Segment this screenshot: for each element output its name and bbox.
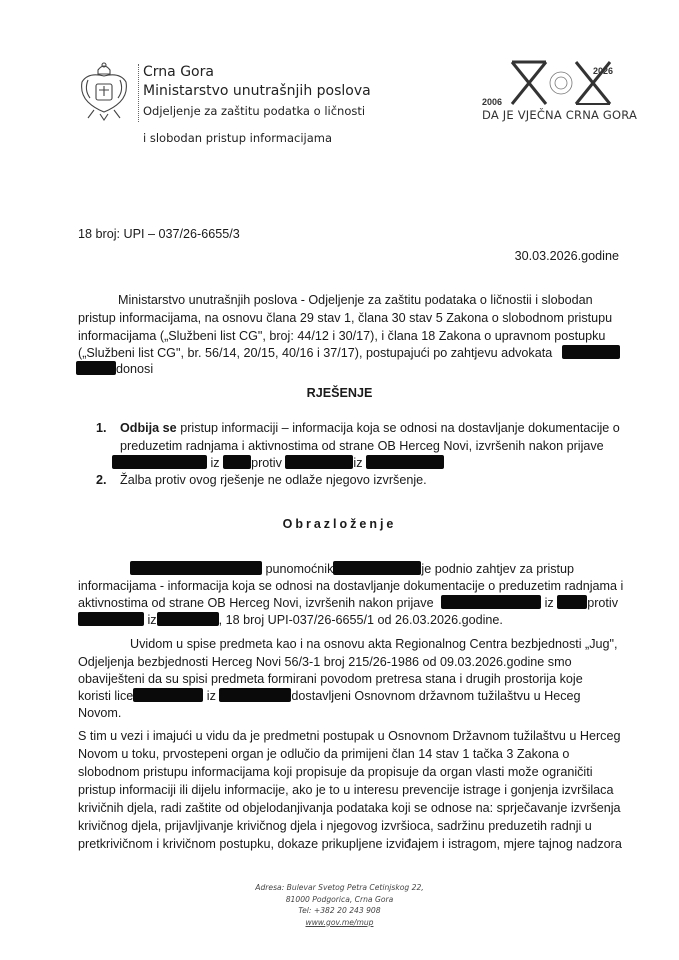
- reasoning-p1-line-3: [78, 595, 618, 613]
- iz-label: iz: [210, 456, 220, 470]
- jubilee-slogan: DA JE VJEČNA CRNA GORA: [482, 108, 638, 122]
- reasoning-p3-line-3: slobodnom pristupu informacijama koji propisuje da propisuje da organ vlasti može ograničiti: [78, 765, 593, 779]
- department-line-1: Odjeljenje za zaštitu podatka o ličnosti: [143, 104, 366, 118]
- redacted-name: [130, 561, 262, 575]
- jubilee-year-end: 2026: [593, 66, 614, 76]
- document-date: 30.03.2026.godine: [514, 249, 619, 263]
- intro-line-3: informacijama („Službeni list CG", broj: 44/12 i 30/17), i člana 18 Zakona o upravnom postupku: [78, 329, 606, 343]
- footer-city: 81000 Podgorica, Crna Gora: [285, 894, 394, 904]
- department-line-2: i slobodan pristup informacijama: [143, 131, 333, 145]
- ministry-name: Ministarstvo unutrašnjih poslova: [143, 83, 371, 99]
- decision-item-1: [96, 420, 620, 438]
- reasoning-p1-line-2: informacijama - informacija koja se odnosi na dostavljanje dokumentacije o preduzetim radnjama i: [78, 579, 624, 593]
- footer-phone: Tel: +382 20 243 908: [298, 906, 381, 915]
- decision-title: RJEŠENJE: [306, 386, 373, 400]
- decision-item-1-line-3: [112, 455, 444, 473]
- redacted-name: [562, 345, 620, 359]
- redacted-name: [112, 455, 207, 469]
- footer-website-link[interactable]: www.gov.me/mup: [305, 917, 374, 927]
- intro-line-4: [78, 345, 620, 363]
- redacted-name: [133, 688, 203, 702]
- reasoning-p3-line-7: pretkrivičnom i krivičnom postupku, dokaze prikupljene izviđajem i istragom, mjere tajnog nadzora: [78, 837, 622, 851]
- iz-label: iz: [353, 456, 363, 470]
- redacted-name: [76, 361, 116, 375]
- reference-number: 18 broj: UPI – 037/26-6655/3: [78, 227, 240, 241]
- p1-line1-end: je podnio zahtjev za pristup: [421, 562, 575, 576]
- iz-label: iz: [544, 596, 554, 610]
- reasoning-p3-line-4: pristup informaciji ili dijelu informacije, ako je to u interesu prevencije istrage i gonjenja izvršilaca: [78, 783, 614, 797]
- reasoning-p2-line-4: [78, 688, 581, 706]
- item-bold-lead: Odbija se: [120, 421, 177, 435]
- protiv-label: protiv: [587, 596, 618, 610]
- intro-line-5: [76, 361, 153, 379]
- punomocnik-label: punomoćnik: [265, 562, 334, 576]
- item-text: Žalba protiv ovog rješenje ne odlaže njegovo izvršenje.: [120, 473, 427, 487]
- reasoning-title: Obrazloženje: [282, 517, 397, 531]
- redacted-place: [223, 455, 251, 469]
- country-name: Crna Gora: [143, 64, 214, 80]
- redacted-name: [78, 612, 144, 626]
- iz-label: iz: [206, 689, 216, 703]
- reasoning-p2-line-1: Uvidom u spise predmeta kao i na osnovu akta Regionalnog Centra bezbjednosti „Jug",: [130, 637, 618, 651]
- p2-line4-end: dostavljeni Osnovnom državnom tužilaštvu u Heceg: [291, 689, 581, 703]
- reasoning-p3-line-6: krivičnog djela, prijavljivanje krivičnog djela i njegovog izvršioca, sadržinu preduzetih radnji u: [78, 819, 592, 833]
- intro-line-2: pristup informacijama, na osnovu člana 29 stav 1, člana 30 stav 5 Zakona o slobodnom pristupu: [78, 311, 613, 325]
- p1-line4-end: , 18 broj UPI-037/26-6655/1 od 26.03.2026.godine.: [218, 613, 503, 627]
- redacted-place: [557, 595, 587, 609]
- redacted-name: [441, 595, 541, 609]
- protiv-label: protiv: [251, 456, 282, 470]
- reasoning-p1-line-4: [78, 612, 503, 630]
- intro-donosi: donosi: [116, 362, 154, 376]
- item-number: 2.: [96, 473, 107, 487]
- footer: [0, 882, 679, 928]
- header-divider: [138, 64, 140, 122]
- reasoning-p3-line-5: krivičnih djela, radi zaštite od objelodanjivanja podataka koji se odnose na: sprječavanje izvršenja: [78, 801, 621, 815]
- jubilee-year-start: 2006: [482, 97, 503, 107]
- reasoning-p2-line-2: Odjeljenja bezbjednosti Herceg Novi 56/3-1 broj 215/26-1986 od 09.03.2026.godine smo: [78, 655, 572, 669]
- item-text: pristup informaciji – informacija koja se odnosi na dostavljanje dokumentacije o: [180, 421, 620, 435]
- redacted-place: [157, 612, 219, 626]
- reasoning-p1-line-1: [130, 561, 574, 579]
- p2-line4-start: koristi lice: [78, 689, 134, 703]
- redacted-place: [219, 688, 291, 702]
- redacted-place: [366, 455, 444, 469]
- redacted-name: [285, 455, 353, 469]
- intro-line-4-text: („Službeni list CG", br. 56/14, 20/15, 40/16 i 37/17), postupajući po zahtjevu advokata: [78, 346, 553, 360]
- p1-line3-text: aktivnostima od strane OB Herceg Novi, izvršenih nakon prijave: [78, 596, 434, 610]
- footer-address: Adresa: Bulevar Svetog Petra Cetinjskog 22,: [255, 883, 424, 892]
- decision-item-2: [96, 472, 427, 490]
- reasoning-p3-line-1: S tim u vezi i imajući u vidu da je predmetni postupak u Osnovnom Državnom tužilaštvu u Herceg: [78, 729, 621, 743]
- item-number: 1.: [96, 421, 107, 435]
- redacted-name: [333, 561, 421, 575]
- decision-item-1-line-2: preduzetim radnjama i aktivnostima od strane OB Herceg Novi, izvršenih nakon prijave: [120, 439, 604, 453]
- reasoning-p3-line-2: Novom u toku, prvostepeni organ je odlučio da primijeni član 14 stav 1 tačka 3 Zakona o: [78, 747, 570, 761]
- reasoning-p2-line-3: obaviješteni da su spisi predmeta formirani povodom pretresa stana i drugih prostorija koje: [78, 672, 583, 686]
- coat-of-arms-icon: [74, 60, 134, 122]
- iz-label: iz: [147, 613, 157, 627]
- intro-line-1: Ministarstvo unutrašnjih poslova - Odjeljenje za zaštitu podataka o ličnostii i slobodan: [118, 293, 593, 307]
- reasoning-p2-line-5: Novom.: [78, 706, 122, 720]
